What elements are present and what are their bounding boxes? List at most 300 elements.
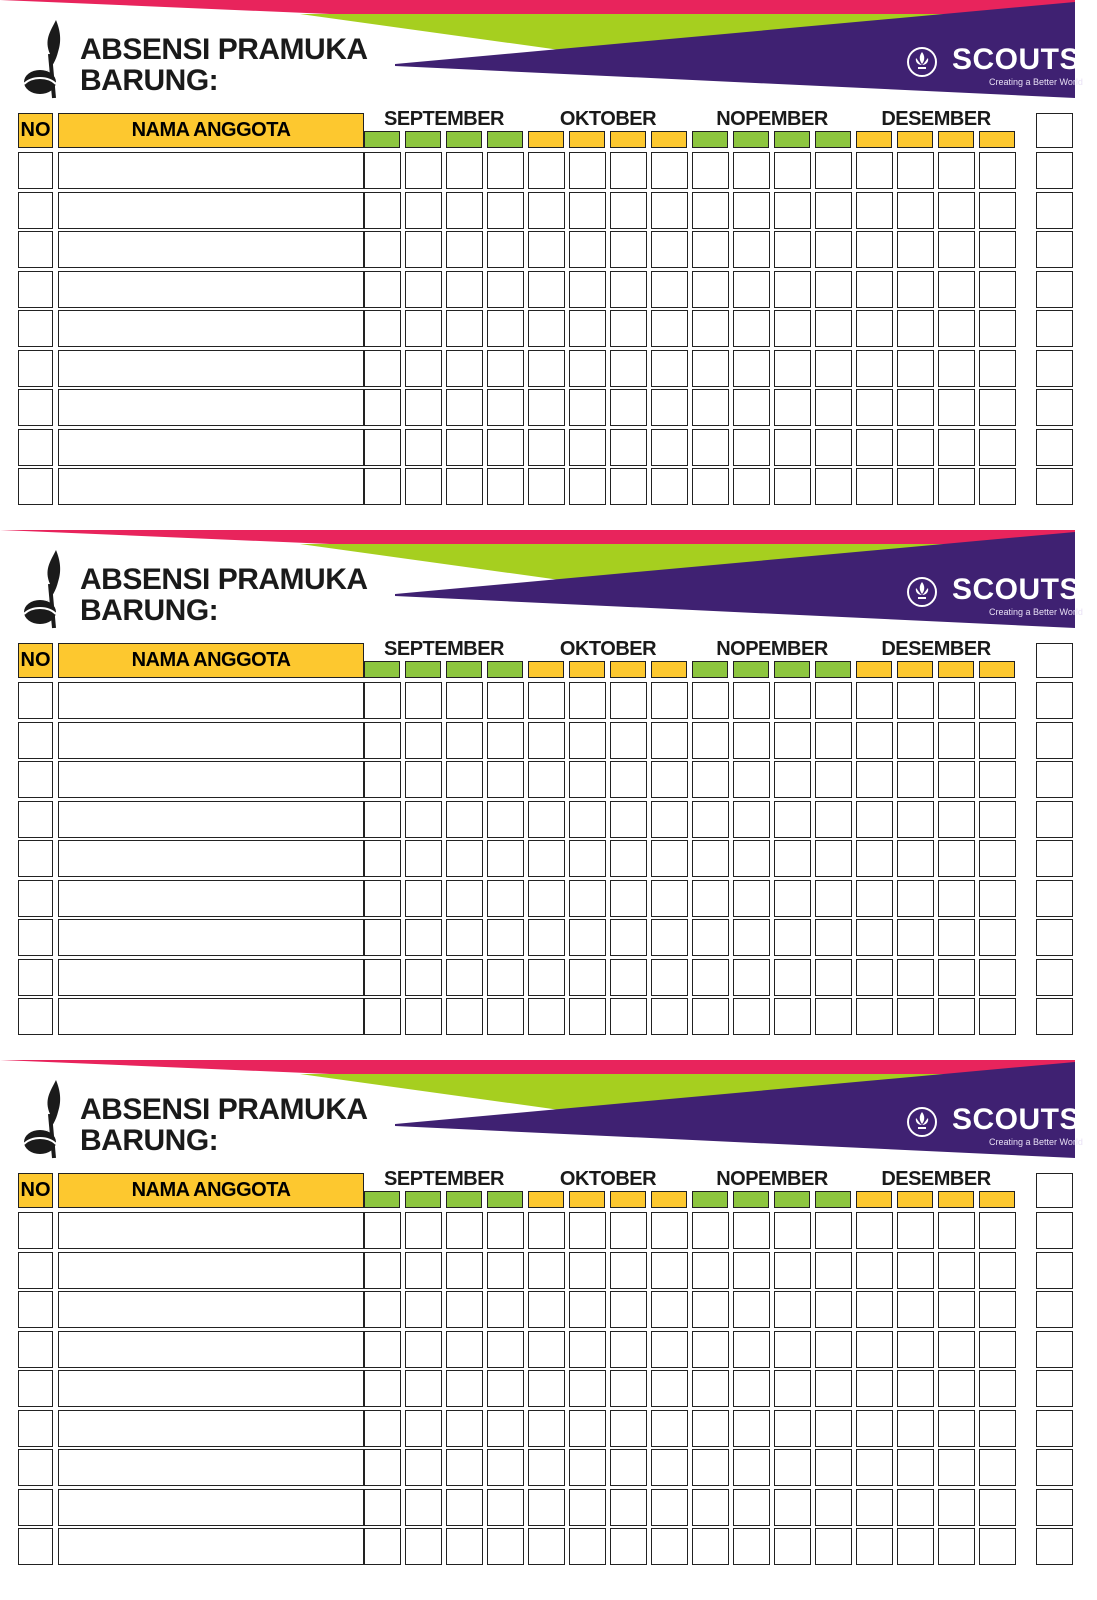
attendance-checkbox[interactable] [938,998,975,1035]
attendance-checkbox[interactable] [446,1489,483,1526]
attendance-checkbox[interactable] [856,1291,893,1328]
row-total-cell[interactable] [1036,231,1073,268]
attendance-checkbox[interactable] [651,192,688,229]
attendance-checkbox[interactable] [774,310,811,347]
attendance-checkbox[interactable] [569,998,606,1035]
attendance-checkbox[interactable] [446,429,483,466]
row-total-cell[interactable] [1036,761,1073,798]
attendance-checkbox[interactable] [446,231,483,268]
attendance-checkbox[interactable] [733,310,770,347]
attendance-checkbox[interactable] [815,801,852,838]
attendance-checkbox[interactable] [405,801,442,838]
attendance-checkbox[interactable] [979,1449,1016,1486]
attendance-checkbox[interactable] [979,722,1016,759]
member-name-field[interactable] [58,1449,364,1486]
attendance-checkbox[interactable] [569,1489,606,1526]
attendance-checkbox[interactable] [487,1410,524,1447]
attendance-checkbox[interactable] [364,1291,401,1328]
attendance-checkbox[interactable] [856,468,893,505]
attendance-checkbox[interactable] [651,840,688,877]
attendance-checkbox[interactable] [938,429,975,466]
attendance-checkbox[interactable] [651,389,688,426]
attendance-checkbox[interactable] [733,350,770,387]
attendance-checkbox[interactable] [774,350,811,387]
attendance-checkbox[interactable] [938,1528,975,1565]
attendance-checkbox[interactable] [692,1331,729,1368]
row-number-cell[interactable] [18,998,53,1035]
attendance-checkbox[interactable] [774,1410,811,1447]
attendance-checkbox[interactable] [733,231,770,268]
attendance-checkbox[interactable] [446,310,483,347]
attendance-checkbox[interactable] [610,1528,647,1565]
row-number-cell[interactable] [18,389,53,426]
attendance-checkbox[interactable] [897,310,934,347]
attendance-checkbox[interactable] [651,231,688,268]
attendance-checkbox[interactable] [692,231,729,268]
attendance-checkbox[interactable] [774,271,811,308]
attendance-checkbox[interactable] [897,1528,934,1565]
attendance-checkbox[interactable] [774,192,811,229]
attendance-checkbox[interactable] [446,389,483,426]
attendance-checkbox[interactable] [364,389,401,426]
member-name-field[interactable] [58,682,364,719]
attendance-checkbox[interactable] [528,959,565,996]
attendance-checkbox[interactable] [692,1291,729,1328]
member-name-field[interactable] [58,429,364,466]
attendance-checkbox[interactable] [610,1370,647,1407]
attendance-checkbox[interactable] [405,1212,442,1249]
attendance-checkbox[interactable] [897,1291,934,1328]
attendance-checkbox[interactable] [569,761,606,798]
attendance-checkbox[interactable] [856,152,893,189]
attendance-checkbox[interactable] [733,1410,770,1447]
attendance-checkbox[interactable] [979,192,1016,229]
attendance-checkbox[interactable] [364,1489,401,1526]
attendance-checkbox[interactable] [733,682,770,719]
row-total-cell[interactable] [1036,880,1073,917]
attendance-checkbox[interactable] [569,840,606,877]
attendance-checkbox[interactable] [446,761,483,798]
attendance-checkbox[interactable] [815,1252,852,1289]
attendance-checkbox[interactable] [651,350,688,387]
attendance-checkbox[interactable] [651,682,688,719]
attendance-checkbox[interactable] [938,231,975,268]
attendance-checkbox[interactable] [774,801,811,838]
row-number-cell[interactable] [18,722,53,759]
attendance-checkbox[interactable] [405,919,442,956]
attendance-checkbox[interactable] [487,231,524,268]
attendance-checkbox[interactable] [446,1291,483,1328]
attendance-checkbox[interactable] [733,271,770,308]
attendance-checkbox[interactable] [815,840,852,877]
attendance-checkbox[interactable] [651,722,688,759]
attendance-checkbox[interactable] [774,389,811,426]
attendance-checkbox[interactable] [528,1331,565,1368]
attendance-checkbox[interactable] [733,152,770,189]
attendance-checkbox[interactable] [774,1489,811,1526]
attendance-checkbox[interactable] [487,761,524,798]
attendance-checkbox[interactable] [364,350,401,387]
attendance-checkbox[interactable] [692,152,729,189]
attendance-checkbox[interactable] [569,271,606,308]
attendance-checkbox[interactable] [733,761,770,798]
attendance-checkbox[interactable] [528,310,565,347]
attendance-checkbox[interactable] [405,350,442,387]
row-number-cell[interactable] [18,761,53,798]
attendance-checkbox[interactable] [733,389,770,426]
attendance-checkbox[interactable] [610,682,647,719]
attendance-checkbox[interactable] [733,959,770,996]
attendance-checkbox[interactable] [528,840,565,877]
attendance-checkbox[interactable] [487,192,524,229]
attendance-checkbox[interactable] [733,1449,770,1486]
attendance-checkbox[interactable] [897,231,934,268]
attendance-checkbox[interactable] [897,880,934,917]
attendance-checkbox[interactable] [815,192,852,229]
attendance-checkbox[interactable] [405,880,442,917]
attendance-checkbox[interactable] [979,801,1016,838]
attendance-checkbox[interactable] [856,1212,893,1249]
attendance-checkbox[interactable] [856,801,893,838]
row-total-cell[interactable] [1036,682,1073,719]
attendance-checkbox[interactable] [651,1212,688,1249]
row-number-cell[interactable] [18,840,53,877]
attendance-checkbox[interactable] [897,1489,934,1526]
row-number-cell[interactable] [18,350,53,387]
attendance-checkbox[interactable] [528,880,565,917]
attendance-checkbox[interactable] [446,271,483,308]
attendance-checkbox[interactable] [897,840,934,877]
attendance-checkbox[interactable] [569,350,606,387]
attendance-checkbox[interactable] [487,919,524,956]
attendance-checkbox[interactable] [897,192,934,229]
attendance-checkbox[interactable] [446,1331,483,1368]
attendance-checkbox[interactable] [815,722,852,759]
attendance-checkbox[interactable] [651,1410,688,1447]
row-total-cell[interactable] [1036,1291,1073,1328]
attendance-checkbox[interactable] [692,429,729,466]
attendance-checkbox[interactable] [569,919,606,956]
attendance-checkbox[interactable] [405,840,442,877]
attendance-checkbox[interactable] [405,271,442,308]
attendance-checkbox[interactable] [569,389,606,426]
attendance-checkbox[interactable] [979,152,1016,189]
attendance-checkbox[interactable] [487,682,524,719]
attendance-checkbox[interactable] [733,919,770,956]
attendance-checkbox[interactable] [938,1252,975,1289]
attendance-checkbox[interactable] [815,429,852,466]
attendance-checkbox[interactable] [487,1212,524,1249]
attendance-checkbox[interactable] [979,1370,1016,1407]
attendance-checkbox[interactable] [856,1410,893,1447]
attendance-checkbox[interactable] [364,152,401,189]
attendance-checkbox[interactable] [979,840,1016,877]
attendance-checkbox[interactable] [692,468,729,505]
attendance-checkbox[interactable] [569,231,606,268]
attendance-checkbox[interactable] [774,468,811,505]
attendance-checkbox[interactable] [610,1410,647,1447]
attendance-checkbox[interactable] [569,959,606,996]
attendance-checkbox[interactable] [692,1370,729,1407]
attendance-checkbox[interactable] [487,1528,524,1565]
attendance-checkbox[interactable] [610,880,647,917]
attendance-checkbox[interactable] [569,310,606,347]
attendance-checkbox[interactable] [364,231,401,268]
attendance-checkbox[interactable] [774,1331,811,1368]
attendance-checkbox[interactable] [938,801,975,838]
attendance-checkbox[interactable] [938,959,975,996]
attendance-checkbox[interactable] [774,231,811,268]
attendance-checkbox[interactable] [938,1212,975,1249]
attendance-checkbox[interactable] [610,231,647,268]
attendance-checkbox[interactable] [897,801,934,838]
attendance-checkbox[interactable] [897,1212,934,1249]
attendance-checkbox[interactable] [569,1252,606,1289]
attendance-checkbox[interactable] [733,1370,770,1407]
attendance-checkbox[interactable] [528,1528,565,1565]
member-name-field[interactable] [58,1291,364,1328]
attendance-checkbox[interactable] [692,840,729,877]
attendance-checkbox[interactable] [856,761,893,798]
attendance-checkbox[interactable] [856,1528,893,1565]
attendance-checkbox[interactable] [733,1252,770,1289]
row-total-cell[interactable] [1036,840,1073,877]
attendance-checkbox[interactable] [938,350,975,387]
attendance-checkbox[interactable] [610,1331,647,1368]
attendance-checkbox[interactable] [897,271,934,308]
attendance-checkbox[interactable] [446,880,483,917]
attendance-checkbox[interactable] [487,1331,524,1368]
attendance-checkbox[interactable] [897,722,934,759]
attendance-checkbox[interactable] [569,429,606,466]
attendance-checkbox[interactable] [979,959,1016,996]
attendance-checkbox[interactable] [569,1370,606,1407]
attendance-checkbox[interactable] [405,1528,442,1565]
attendance-checkbox[interactable] [610,389,647,426]
row-number-cell[interactable] [18,231,53,268]
attendance-checkbox[interactable] [610,959,647,996]
attendance-checkbox[interactable] [979,389,1016,426]
attendance-checkbox[interactable] [815,271,852,308]
attendance-checkbox[interactable] [528,1291,565,1328]
attendance-checkbox[interactable] [446,919,483,956]
attendance-checkbox[interactable] [815,761,852,798]
attendance-checkbox[interactable] [979,1291,1016,1328]
attendance-checkbox[interactable] [774,429,811,466]
attendance-checkbox[interactable] [692,998,729,1035]
attendance-checkbox[interactable] [733,1212,770,1249]
attendance-checkbox[interactable] [651,152,688,189]
attendance-checkbox[interactable] [364,1410,401,1447]
attendance-checkbox[interactable] [610,192,647,229]
attendance-checkbox[interactable] [938,1291,975,1328]
attendance-checkbox[interactable] [733,722,770,759]
attendance-checkbox[interactable] [364,468,401,505]
attendance-checkbox[interactable] [651,801,688,838]
attendance-checkbox[interactable] [405,1410,442,1447]
attendance-checkbox[interactable] [528,1449,565,1486]
attendance-checkbox[interactable] [528,350,565,387]
row-number-cell[interactable] [18,429,53,466]
attendance-checkbox[interactable] [364,1449,401,1486]
attendance-checkbox[interactable] [405,959,442,996]
attendance-checkbox[interactable] [569,1410,606,1447]
attendance-checkbox[interactable] [528,682,565,719]
attendance-checkbox[interactable] [774,152,811,189]
attendance-checkbox[interactable] [610,468,647,505]
attendance-checkbox[interactable] [692,1212,729,1249]
attendance-checkbox[interactable] [815,959,852,996]
attendance-checkbox[interactable] [610,840,647,877]
attendance-checkbox[interactable] [405,722,442,759]
attendance-checkbox[interactable] [528,271,565,308]
attendance-checkbox[interactable] [405,429,442,466]
attendance-checkbox[interactable] [938,1331,975,1368]
row-total-cell[interactable] [1036,152,1073,189]
attendance-checkbox[interactable] [364,722,401,759]
row-number-cell[interactable] [18,152,53,189]
member-name-field[interactable] [58,271,364,308]
attendance-checkbox[interactable] [569,682,606,719]
row-total-cell[interactable] [1036,310,1073,347]
attendance-checkbox[interactable] [569,1291,606,1328]
row-number-cell[interactable] [18,1291,53,1328]
attendance-checkbox[interactable] [364,271,401,308]
attendance-checkbox[interactable] [446,682,483,719]
attendance-checkbox[interactable] [774,880,811,917]
attendance-checkbox[interactable] [938,310,975,347]
attendance-checkbox[interactable] [815,998,852,1035]
attendance-checkbox[interactable] [405,1489,442,1526]
member-name-field[interactable] [58,880,364,917]
attendance-checkbox[interactable] [610,1212,647,1249]
attendance-checkbox[interactable] [610,310,647,347]
attendance-checkbox[interactable] [897,682,934,719]
member-name-field[interactable] [58,1410,364,1447]
row-total-cell[interactable] [1036,429,1073,466]
attendance-checkbox[interactable] [733,1291,770,1328]
attendance-checkbox[interactable] [774,1252,811,1289]
attendance-checkbox[interactable] [405,389,442,426]
row-number-cell[interactable] [18,1331,53,1368]
row-total-cell[interactable] [1036,1449,1073,1486]
attendance-checkbox[interactable] [405,310,442,347]
member-name-field[interactable] [58,1489,364,1526]
attendance-checkbox[interactable] [733,1331,770,1368]
attendance-checkbox[interactable] [528,468,565,505]
attendance-checkbox[interactable] [815,468,852,505]
member-name-field[interactable] [58,801,364,838]
attendance-checkbox[interactable] [979,1331,1016,1368]
attendance-checkbox[interactable] [528,1489,565,1526]
attendance-checkbox[interactable] [692,1252,729,1289]
attendance-checkbox[interactable] [364,1331,401,1368]
attendance-checkbox[interactable] [733,880,770,917]
attendance-checkbox[interactable] [856,840,893,877]
attendance-checkbox[interactable] [487,350,524,387]
attendance-checkbox[interactable] [651,1370,688,1407]
member-name-field[interactable] [58,998,364,1035]
member-name-field[interactable] [58,1370,364,1407]
attendance-checkbox[interactable] [815,1291,852,1328]
attendance-checkbox[interactable] [774,959,811,996]
attendance-checkbox[interactable] [364,998,401,1035]
attendance-checkbox[interactable] [528,231,565,268]
attendance-checkbox[interactable] [692,761,729,798]
attendance-checkbox[interactable] [569,468,606,505]
member-name-field[interactable] [58,350,364,387]
attendance-checkbox[interactable] [405,1291,442,1328]
attendance-checkbox[interactable] [528,1212,565,1249]
attendance-checkbox[interactable] [733,1489,770,1526]
attendance-checkbox[interactable] [856,1370,893,1407]
row-total-cell[interactable] [1036,468,1073,505]
attendance-checkbox[interactable] [405,682,442,719]
attendance-checkbox[interactable] [897,959,934,996]
attendance-checkbox[interactable] [815,919,852,956]
row-number-cell[interactable] [18,1410,53,1447]
attendance-checkbox[interactable] [856,231,893,268]
attendance-checkbox[interactable] [651,1291,688,1328]
attendance-checkbox[interactable] [528,192,565,229]
attendance-checkbox[interactable] [979,1212,1016,1249]
attendance-checkbox[interactable] [692,682,729,719]
member-name-field[interactable] [58,192,364,229]
attendance-checkbox[interactable] [569,192,606,229]
attendance-checkbox[interactable] [774,1212,811,1249]
attendance-checkbox[interactable] [651,761,688,798]
attendance-checkbox[interactable] [364,1212,401,1249]
row-total-cell[interactable] [1036,350,1073,387]
attendance-checkbox[interactable] [692,192,729,229]
attendance-checkbox[interactable] [856,1331,893,1368]
attendance-checkbox[interactable] [897,1449,934,1486]
row-total-cell[interactable] [1036,271,1073,308]
attendance-checkbox[interactable] [610,722,647,759]
attendance-checkbox[interactable] [692,1528,729,1565]
attendance-checkbox[interactable] [856,919,893,956]
attendance-checkbox[interactable] [651,1331,688,1368]
attendance-checkbox[interactable] [487,468,524,505]
attendance-checkbox[interactable] [651,880,688,917]
attendance-checkbox[interactable] [979,231,1016,268]
row-total-cell[interactable] [1036,998,1073,1035]
attendance-checkbox[interactable] [364,880,401,917]
attendance-checkbox[interactable] [856,682,893,719]
attendance-checkbox[interactable] [897,919,934,956]
attendance-checkbox[interactable] [405,1331,442,1368]
member-name-field[interactable] [58,722,364,759]
attendance-checkbox[interactable] [610,271,647,308]
attendance-checkbox[interactable] [692,1410,729,1447]
attendance-checkbox[interactable] [446,1370,483,1407]
attendance-checkbox[interactable] [692,1449,729,1486]
attendance-checkbox[interactable] [405,998,442,1035]
attendance-checkbox[interactable] [405,1370,442,1407]
attendance-checkbox[interactable] [774,722,811,759]
attendance-checkbox[interactable] [528,722,565,759]
attendance-checkbox[interactable] [692,919,729,956]
attendance-checkbox[interactable] [938,761,975,798]
row-total-cell[interactable] [1036,389,1073,426]
attendance-checkbox[interactable] [364,1370,401,1407]
attendance-checkbox[interactable] [979,761,1016,798]
attendance-checkbox[interactable] [856,429,893,466]
attendance-checkbox[interactable] [897,1252,934,1289]
attendance-checkbox[interactable] [610,429,647,466]
row-total-cell[interactable] [1036,722,1073,759]
attendance-checkbox[interactable] [815,1331,852,1368]
